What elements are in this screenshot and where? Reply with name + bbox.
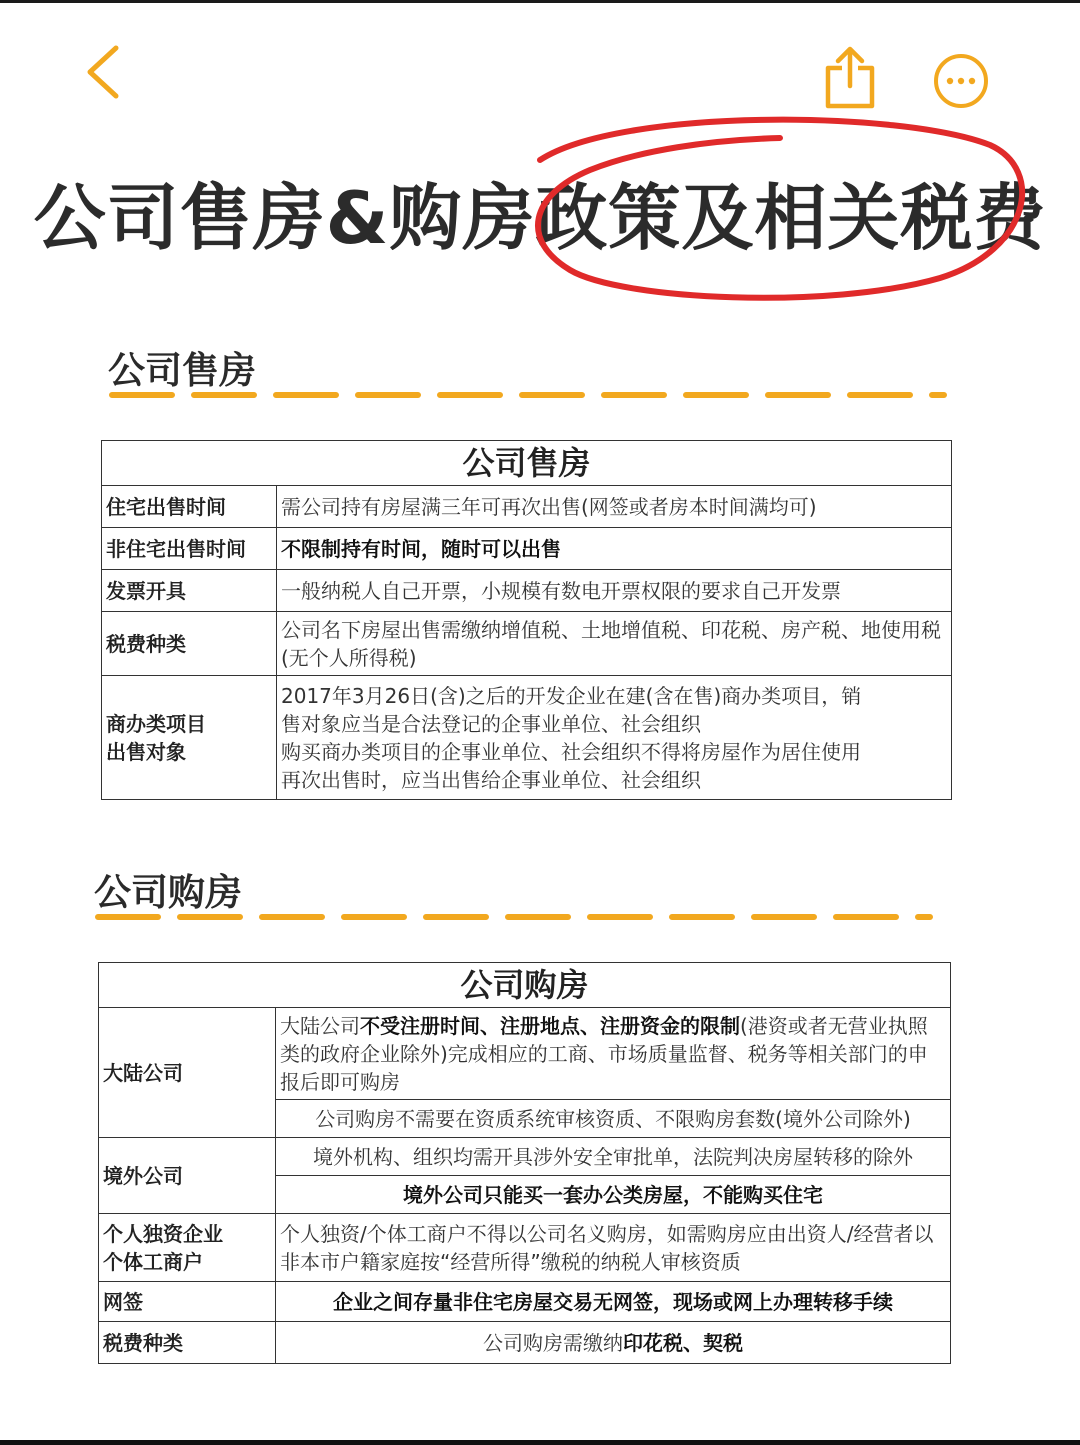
more-button[interactable] [932,52,990,110]
row-content: 不限制持有时间，随时可以出售 [277,528,952,570]
dashed-underline-sell [108,390,948,400]
row-content: 个人独资/个体工商户不得以公司名义购房，如需购房应由出资人/经营者以非本市户籍家庭按“经营所得”缴税的纳税人审核资质 [276,1214,951,1282]
row-label-line: 商办类项目 [106,711,206,736]
table-row [99,1282,951,1322]
row-content: 一般纳税人自己开票，小规模有数电开票权限的要求自己开发票 [277,570,952,612]
row-content [277,676,952,800]
row-content: 公司名下房屋出售需缴纳增值税、土地增值税、印花税、房产税、地使用税(无个人所得税) [277,612,952,676]
row-label: 大陆公司 [99,1008,276,1138]
top-border [0,0,1080,3]
row-label [102,676,277,800]
table-row [102,486,952,528]
back-button[interactable] [80,42,130,102]
buy-table-title: 公司购房 [99,963,951,1008]
row-label-line: 出售对象 [106,739,186,764]
row-content: 境外机构、组织均需开具涉外安全审批单，法院判决房屋转移的除外 [276,1138,951,1176]
table-row [102,528,952,570]
share-icon [822,44,878,110]
section-heading-buy: 公司购房 [94,871,242,914]
row-content: 企业之间存量非住宅房屋交易无网签，现场或网上办理转移手续 [276,1282,951,1322]
table-row [99,1214,951,1282]
content-line: 2017年3月26日(含)之后的开发企业在建(含在售)商办类项目，销 [281,683,862,708]
table-row [102,612,952,676]
table-row [102,676,952,800]
bottom-border [0,1440,1080,1445]
row-content [276,1008,951,1100]
chevron-left-icon [80,42,130,102]
row-label [99,1214,276,1282]
section-heading-sell: 公司售房 [108,349,256,392]
content-line: 售对象应当是合法登记的企事业单位、社会组织 [281,711,701,736]
row-content: 公司购房不需要在资质系统审核资质、不限购房套数(境外公司除外) [276,1100,951,1138]
text-run: 公司购房需缴纳 [483,1330,623,1355]
buy-table [98,962,951,1364]
row-content: 境外公司只能买一套办公类房屋，不能购买住宅 [276,1176,951,1214]
row-label: 非住宅出售时间 [102,528,277,570]
text-run: (港资或者无营业执照类的政府企业除外)完成相应的工商、市场质量监督、税务等相关部门的申报后即可购房 [280,1013,928,1094]
row-content: 需公司持有房屋满三年可再次出售(网签或者房本时间满均可) [277,486,952,528]
table-row [99,1322,951,1364]
text-run: 大陆公司 [280,1013,360,1038]
row-label-line: 个人独资企业 [103,1221,223,1246]
table-row [99,1138,951,1176]
row-label: 网签 [99,1282,276,1322]
text-run-bold: 印花税、契税 [623,1330,743,1355]
content-line: 购买商办类项目的企事业单位、社会组织不得将房屋作为居住使用 [281,739,861,764]
row-label: 发票开具 [102,570,277,612]
table-row [102,570,952,612]
row-label-line: 个体工商户 [103,1249,203,1274]
row-label: 住宅出售时间 [102,486,277,528]
text-run-bold: 不受注册时间、注册地点、注册资金的限制 [360,1013,740,1038]
share-button[interactable] [822,44,878,110]
sell-table-title: 公司售房 [102,441,952,486]
row-label: 税费种类 [99,1322,276,1364]
content-line: 再次出售时，应当出售给企事业单位、社会组织 [281,767,701,792]
row-content [276,1322,951,1364]
sell-table [101,440,952,800]
page-title: 公司售房&购房政策及相关税费 [33,176,1047,260]
dashed-underline-buy [94,912,934,922]
table-row [99,1008,951,1100]
row-label: 境外公司 [99,1138,276,1214]
row-label: 税费种类 [102,612,277,676]
more-horizontal-icon [932,52,990,110]
